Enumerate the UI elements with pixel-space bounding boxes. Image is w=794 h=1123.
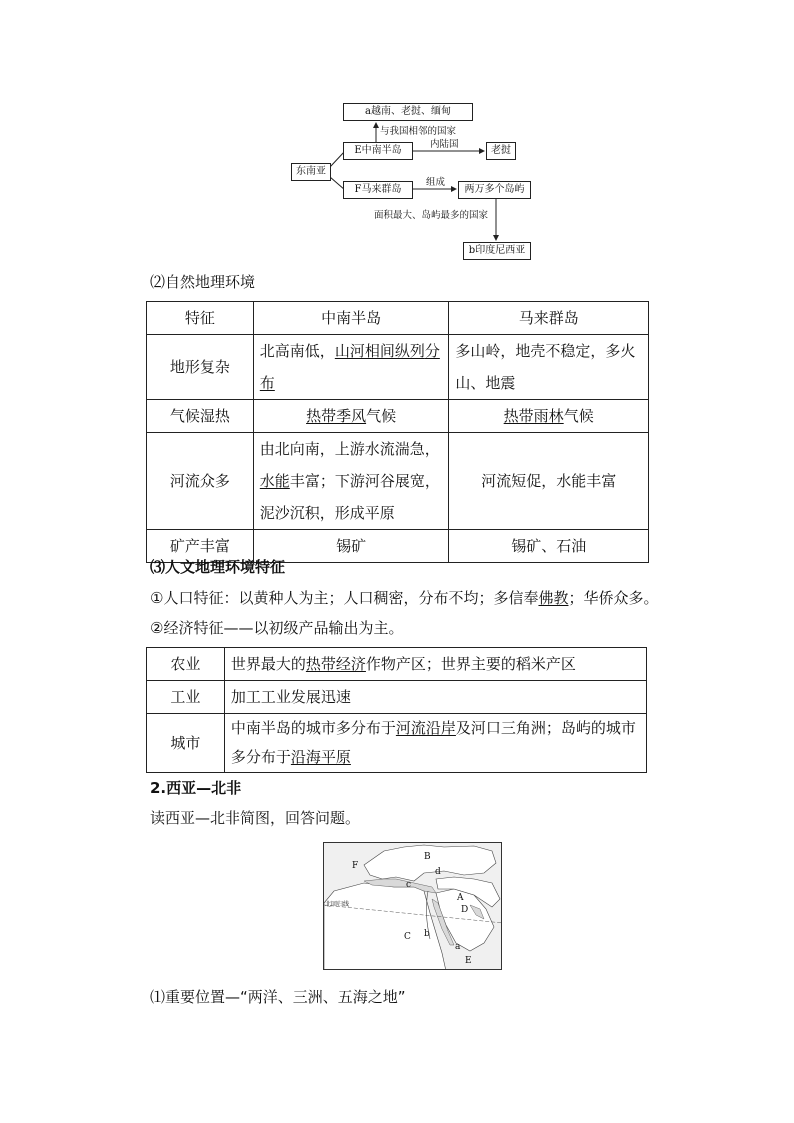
diagram-box-e: E中南半岛: [343, 142, 413, 160]
underlined-text: 热带经济: [305, 655, 366, 673]
underlined-text: 佛教: [538, 589, 569, 607]
map-label-tropic: 北回归线: [325, 901, 350, 908]
climate-malay: [449, 400, 649, 433]
map-label-a: a: [455, 942, 461, 952]
economy-feature: ②经济特征——以初级产品输出为主。: [150, 619, 404, 637]
underlined-text: 沿海平原: [290, 748, 351, 766]
part2-title: 2.西亚—北非: [150, 779, 242, 797]
header-indochina: 中南半岛: [253, 302, 449, 335]
paragraph-text: ；华侨众多。: [568, 589, 659, 607]
map-label-F: F: [352, 861, 359, 871]
cell-text: 丰富；下游河谷展宽，泥沙沉积，形成平原: [259, 472, 440, 522]
underlined-text: 热带雨林: [503, 407, 564, 425]
table-row: [147, 681, 647, 714]
industry-text: 加工工业发展迅速: [224, 681, 646, 714]
feature-terrain: 地形复杂: [147, 335, 254, 400]
cell-text: 及河口三角洲；岛屿的城市多分布于: [230, 719, 636, 766]
map-label-E: E: [465, 956, 472, 966]
table-row: [147, 433, 649, 530]
cell-text: 气候: [563, 407, 594, 425]
natural-environment-table: [146, 301, 649, 563]
underlined-text: 水能: [259, 472, 290, 490]
label-agriculture: 农业: [147, 648, 225, 681]
map-label-A: A: [457, 893, 464, 903]
diagram-label-inland: 内陆国: [430, 139, 459, 150]
map-land-shapes: [324, 843, 502, 970]
underlined-text: 热带季风: [306, 407, 367, 425]
city-text: [224, 714, 646, 773]
diagram-label-neighbors: 与我国相邻的国家: [380, 126, 457, 137]
population-feature: [150, 588, 658, 608]
cell-text: 气候: [366, 407, 397, 425]
table-row: [147, 714, 647, 773]
feature-minerals: 矿产丰富: [147, 530, 254, 563]
diagram-label-compose: 组成: [426, 177, 446, 188]
map-label-b: b: [424, 929, 430, 939]
paragraph-text: ①人口特征：以黄种人为主；人口稠密，分布不均；多信奉: [150, 589, 539, 607]
southeast-asia-diagram: [0, 0, 794, 270]
climate-indochina: [253, 400, 449, 433]
cell-text: 中南半岛的城市多分布于: [230, 719, 396, 737]
underlined-text: 山河相间纵列: [334, 342, 425, 360]
terrain-indochina: [253, 335, 449, 400]
cell-text: 世界最大的: [230, 655, 306, 673]
map-label-d: d: [435, 867, 441, 877]
underlined-text: 分布: [259, 342, 440, 392]
minerals-malay: 锡矿、石油: [449, 530, 649, 563]
label-city: 城市: [147, 714, 225, 773]
section-human-environment-title: ⑶人文地理环境特征: [150, 558, 286, 576]
map-label-c: c: [406, 880, 412, 890]
diagram-box-b: b印度尼西亚: [463, 242, 531, 260]
part2-instruction: 读西亚—北非简图，回答问题。: [150, 809, 361, 827]
map-label-B: B: [424, 852, 431, 862]
rivers-malay: 河流短促，水能丰富: [449, 433, 649, 530]
west-asia-north-africa-map: [323, 842, 502, 970]
cell-text: 由北向南，上游水流湍急，: [259, 440, 440, 458]
minerals-indochina: 锡矿: [253, 530, 449, 563]
table-header-row: [147, 302, 649, 335]
diagram-box-islands: 两万多个岛屿: [458, 181, 531, 199]
cell-text: 作物产区；世界主要的稻米产区: [365, 655, 576, 673]
agriculture-text: [224, 648, 646, 681]
terrain-malay: 多山岭，地壳不稳定，多火山、地震: [449, 335, 649, 400]
label-industry: 工业: [147, 681, 225, 714]
table-row: [147, 335, 649, 400]
cell-text: 北高南低，: [259, 342, 335, 360]
diagram-box-laos: 老挝: [486, 142, 516, 160]
table-row: [147, 648, 647, 681]
header-malay: 马来群岛: [449, 302, 649, 335]
diagram-root-box: 东南亚: [291, 163, 331, 181]
table-row: [147, 400, 649, 433]
header-feature: 特征: [147, 302, 254, 335]
rivers-indochina: [253, 433, 449, 530]
economy-table: [146, 647, 647, 773]
map-label-D: D: [461, 905, 469, 915]
diagram-box-a: a越南、老挝、缅甸: [343, 103, 473, 121]
underlined-text: 河流沿岸: [395, 719, 456, 737]
feature-climate: 气候湿热: [147, 400, 254, 433]
location-title: ⑴重要位置—“两洋、三洲、五海之地”: [150, 988, 406, 1006]
map-label-C: C: [404, 932, 411, 942]
diagram-box-f: F马来群岛: [343, 181, 413, 199]
feature-rivers: 河流众多: [147, 433, 254, 530]
section-natural-environment-title: ⑵自然地理环境: [150, 273, 256, 291]
diagram-label-largest: 面积最大、岛屿最多的国家: [374, 210, 489, 221]
